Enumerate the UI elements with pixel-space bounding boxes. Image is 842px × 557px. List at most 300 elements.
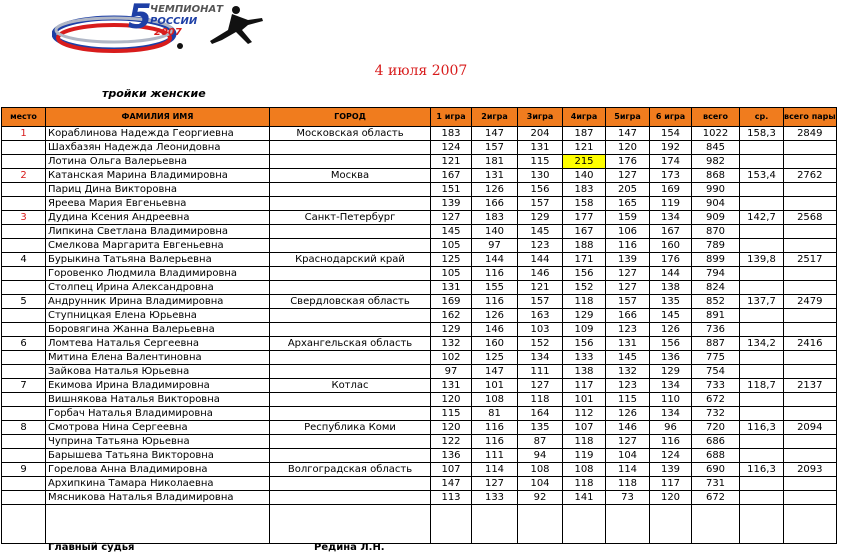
- player-name-cell: Яреева Мария Евгеньевна: [46, 197, 270, 211]
- game-score-cell: 124: [431, 141, 472, 155]
- game-score-cell: 109: [563, 323, 606, 337]
- player-total-cell: 868: [692, 169, 740, 183]
- place-cell: 9: [2, 463, 46, 477]
- game-score-cell: 110: [650, 393, 692, 407]
- game-score-cell: 132: [431, 337, 472, 351]
- city-cell: Республика Коми: [270, 421, 431, 435]
- game-score-cell: 106: [606, 225, 650, 239]
- game-score-cell: 107: [563, 421, 606, 435]
- game-score-cell: 157: [518, 197, 563, 211]
- team-average-cell: [740, 365, 784, 379]
- game-score-cell: 131: [472, 169, 518, 183]
- city-cell: Свердловская область: [270, 295, 431, 309]
- team-total-cell: 2849: [784, 127, 837, 141]
- game-score-cell: 147: [472, 365, 518, 379]
- player-name-cell: Париц Дина Викторовна: [46, 183, 270, 197]
- city-cell: [270, 267, 431, 281]
- player-name-cell: Столпец Ирина Александровна: [46, 281, 270, 295]
- place-cell: [2, 239, 46, 253]
- game-score-cell: 118: [606, 477, 650, 491]
- column-header: 2игра: [472, 108, 518, 127]
- team-average-cell: [740, 155, 784, 169]
- game-score-cell: 167: [431, 169, 472, 183]
- game-score-cell: 164: [518, 407, 563, 421]
- game-score-cell: 158: [563, 197, 606, 211]
- team-average-cell: [740, 449, 784, 463]
- game-score-cell: 113: [431, 491, 472, 505]
- player-name-cell: Горовенко Людмила Владимировна: [46, 267, 270, 281]
- city-cell: Волгоградская область: [270, 463, 431, 477]
- game-score-cell: 133: [563, 351, 606, 365]
- empty-cell: [692, 505, 740, 544]
- player-total-cell: 1022: [692, 127, 740, 141]
- table-row: [2, 351, 837, 365]
- game-score-cell: 139: [650, 463, 692, 477]
- column-header: ср.: [740, 108, 784, 127]
- game-score-cell: 136: [650, 351, 692, 365]
- game-score-cell: 126: [472, 183, 518, 197]
- team-total-cell: 2568: [784, 211, 837, 225]
- game-score-cell: 144: [472, 253, 518, 267]
- player-name-cell: Бурыкина Татьяна Валерьевна: [46, 253, 270, 267]
- game-score-cell: 134: [650, 379, 692, 393]
- game-score-cell: 104: [606, 449, 650, 463]
- game-score-cell: 131: [518, 141, 563, 155]
- game-score-cell: 117: [563, 379, 606, 393]
- game-score-cell: 174: [650, 155, 692, 169]
- game-score-cell: 147: [431, 477, 472, 491]
- team-average-cell: [740, 281, 784, 295]
- game-score-cell: 176: [650, 253, 692, 267]
- game-score-cell: 144: [650, 267, 692, 281]
- column-header: ГОРОД: [270, 108, 431, 127]
- player-total-cell: 982: [692, 155, 740, 169]
- place-cell: [2, 449, 46, 463]
- player-total-cell: 899: [692, 253, 740, 267]
- player-total-cell: 720: [692, 421, 740, 435]
- table-row: [2, 421, 837, 435]
- column-header: 5игра: [606, 108, 650, 127]
- team-average-cell: [740, 239, 784, 253]
- logo-number: 5: [128, 0, 152, 37]
- game-score-cell: 160: [472, 337, 518, 351]
- game-score-cell: 205: [606, 183, 650, 197]
- player-name-cell: Смелкова Маргарита Евгеньевна: [46, 239, 270, 253]
- table-row: [2, 169, 837, 183]
- team-total-cell: [784, 323, 837, 337]
- player-total-cell: 686: [692, 435, 740, 449]
- empty-cell: [431, 505, 472, 544]
- column-header: 4игра: [563, 108, 606, 127]
- column-header: ФАМИЛИЯ ИМЯ: [46, 108, 270, 127]
- game-score-cell: 116: [472, 295, 518, 309]
- judge-name: Редина Л.Н.: [314, 542, 385, 553]
- table-row: [2, 295, 837, 309]
- game-score-cell: 127: [606, 267, 650, 281]
- place-cell: [2, 309, 46, 323]
- city-cell: [270, 141, 431, 155]
- city-cell: Московская область: [270, 127, 431, 141]
- game-score-cell: 156: [563, 267, 606, 281]
- table-row: [2, 141, 837, 155]
- game-score-cell: 117: [650, 477, 692, 491]
- empty-cell: [650, 505, 692, 544]
- place-cell: 4: [2, 253, 46, 267]
- game-score-cell: 139: [606, 253, 650, 267]
- team-average-cell: 153,4: [740, 169, 784, 183]
- city-cell: Котлас: [270, 379, 431, 393]
- place-cell: [2, 281, 46, 295]
- city-cell: [270, 309, 431, 323]
- player-total-cell: 672: [692, 491, 740, 505]
- empty-cell: [606, 505, 650, 544]
- game-score-cell: 167: [563, 225, 606, 239]
- game-score-cell: 107: [431, 463, 472, 477]
- table-row: [2, 337, 837, 351]
- player-name-cell: Лотина Ольга Валерьевна: [46, 155, 270, 169]
- game-score-cell: 111: [518, 365, 563, 379]
- game-score-cell: 152: [563, 281, 606, 295]
- city-cell: [270, 323, 431, 337]
- player-total-cell: 909: [692, 211, 740, 225]
- game-score-cell: 105: [431, 239, 472, 253]
- game-score-cell: 116: [472, 267, 518, 281]
- place-cell: [2, 225, 46, 239]
- team-total-cell: 2479: [784, 295, 837, 309]
- game-score-cell: 135: [650, 295, 692, 309]
- team-total-cell: 2416: [784, 337, 837, 351]
- empty-cell: [46, 505, 270, 544]
- player-name-cell: Мясникова Наталья Владимировна: [46, 491, 270, 505]
- game-score-cell: 103: [518, 323, 563, 337]
- city-cell: [270, 365, 431, 379]
- table-row: [2, 309, 837, 323]
- team-total-cell: [784, 141, 837, 155]
- game-score-cell: 127: [606, 281, 650, 295]
- game-score-cell: 123: [518, 239, 563, 253]
- game-score-cell: 171: [563, 253, 606, 267]
- game-score-cell: 111: [472, 449, 518, 463]
- city-cell: [270, 435, 431, 449]
- place-cell: [2, 183, 46, 197]
- team-average-cell: [740, 197, 784, 211]
- game-score-cell: 159: [606, 211, 650, 225]
- player-name-cell: Барышева Татьяна Викторовна: [46, 449, 270, 463]
- team-average-cell: [740, 477, 784, 491]
- game-score-cell: 163: [518, 309, 563, 323]
- game-score-cell: 108: [518, 463, 563, 477]
- city-cell: [270, 155, 431, 169]
- player-total-cell: 852: [692, 295, 740, 309]
- results-table: [1, 107, 837, 544]
- place-cell: [2, 351, 46, 365]
- team-total-cell: [784, 477, 837, 491]
- player-name-cell: Горбач Наталья Владимировна: [46, 407, 270, 421]
- team-average-cell: 137,7: [740, 295, 784, 309]
- game-score-cell: 146: [518, 267, 563, 281]
- game-score-cell: 141: [563, 491, 606, 505]
- player-name-cell: Вишнякова Наталья Викторовна: [46, 393, 270, 407]
- player-name-cell: Дудина Ксения Андреевна: [46, 211, 270, 225]
- player-total-cell: 990: [692, 183, 740, 197]
- game-score-cell: 115: [606, 393, 650, 407]
- team-total-cell: [784, 281, 837, 295]
- city-cell: Санкт-Петербург: [270, 211, 431, 225]
- game-score-cell: 155: [472, 281, 518, 295]
- game-score-cell: 176: [606, 155, 650, 169]
- game-score-cell: 138: [650, 281, 692, 295]
- place-cell: [2, 477, 46, 491]
- game-score-cell: 129: [650, 365, 692, 379]
- game-score-cell: 122: [431, 435, 472, 449]
- game-score-cell: 118: [518, 393, 563, 407]
- player-total-cell: 870: [692, 225, 740, 239]
- game-score-cell: 177: [563, 211, 606, 225]
- team-average-cell: 158,3: [740, 127, 784, 141]
- team-average-cell: [740, 225, 784, 239]
- team-total-cell: [784, 309, 837, 323]
- team-average-cell: 118,7: [740, 379, 784, 393]
- place-cell: 3: [2, 211, 46, 225]
- city-cell: Архангельская область: [270, 337, 431, 351]
- place-cell: [2, 393, 46, 407]
- table-row: [2, 183, 837, 197]
- player-total-cell: 904: [692, 197, 740, 211]
- game-score-cell: 127: [518, 379, 563, 393]
- player-name-cell: Зайкова Наталья Юрьевна: [46, 365, 270, 379]
- game-score-cell: 151: [431, 183, 472, 197]
- place-cell: [2, 365, 46, 379]
- game-score-cell: 140: [563, 169, 606, 183]
- game-score-cell: 131: [606, 337, 650, 351]
- game-score-cell: 130: [518, 169, 563, 183]
- place-cell: [2, 435, 46, 449]
- place-cell: [2, 407, 46, 421]
- city-cell: [270, 407, 431, 421]
- table-row: [2, 463, 837, 477]
- game-score-cell: 81: [472, 407, 518, 421]
- game-score-cell: 120: [650, 491, 692, 505]
- game-score-cell: 188: [563, 239, 606, 253]
- table-row: [2, 253, 837, 267]
- city-cell: Краснодарский край: [270, 253, 431, 267]
- table-row: [2, 393, 837, 407]
- empty-row: [2, 505, 837, 544]
- game-score-cell: 97: [472, 239, 518, 253]
- player-total-cell: 690: [692, 463, 740, 477]
- game-score-cell: 119: [650, 197, 692, 211]
- game-score-cell: 94: [518, 449, 563, 463]
- game-score-cell: 136: [431, 449, 472, 463]
- game-score-cell: 127: [606, 435, 650, 449]
- game-score-cell: 140: [472, 225, 518, 239]
- game-score-cell: 120: [431, 421, 472, 435]
- player-total-cell: 887: [692, 337, 740, 351]
- player-total-cell: 824: [692, 281, 740, 295]
- game-score-cell: 125: [431, 253, 472, 267]
- player-total-cell: 891: [692, 309, 740, 323]
- table-row: [2, 127, 837, 141]
- game-score-cell: 108: [563, 463, 606, 477]
- game-score-cell: 116: [650, 435, 692, 449]
- game-score-cell: 183: [563, 183, 606, 197]
- place-cell: [2, 323, 46, 337]
- player-name-cell: Боровягина Жанна Валерьевна: [46, 323, 270, 337]
- game-score-cell: 121: [518, 281, 563, 295]
- city-cell: [270, 239, 431, 253]
- game-score-cell: 127: [472, 477, 518, 491]
- city-cell: [270, 393, 431, 407]
- column-header: 6 игра: [650, 108, 692, 127]
- player-name-cell: Митина Елена Валентиновна: [46, 351, 270, 365]
- table-row: [2, 197, 837, 211]
- game-score-cell: 121: [563, 141, 606, 155]
- column-header: всего: [692, 108, 740, 127]
- city-cell: [270, 183, 431, 197]
- empty-cell: [740, 505, 784, 544]
- empty-cell: [472, 505, 518, 544]
- game-score-cell: 129: [518, 211, 563, 225]
- game-score-cell: 167: [650, 225, 692, 239]
- game-score-cell: 134: [650, 211, 692, 225]
- game-score-cell: 139: [431, 197, 472, 211]
- table-row: [2, 477, 837, 491]
- game-score-cell: 156: [563, 337, 606, 351]
- player-name-cell: Ступницкая Елена Юрьевна: [46, 309, 270, 323]
- game-score-cell: 131: [431, 379, 472, 393]
- team-average-cell: 142,7: [740, 211, 784, 225]
- player-total-cell: 845: [692, 141, 740, 155]
- city-cell: [270, 197, 431, 211]
- place-cell: 2: [2, 169, 46, 183]
- game-score-cell: 101: [563, 393, 606, 407]
- player-name-cell: Горелова Анна Владимировна: [46, 463, 270, 477]
- game-score-cell: 152: [518, 337, 563, 351]
- table-row: [2, 491, 837, 505]
- game-score-cell: 169: [650, 183, 692, 197]
- game-score-cell: 108: [472, 393, 518, 407]
- game-score-cell: 119: [563, 449, 606, 463]
- game-score-cell: 115: [431, 407, 472, 421]
- column-header: 3игра: [518, 108, 563, 127]
- game-score-cell: 118: [563, 477, 606, 491]
- game-score-cell: 169: [431, 295, 472, 309]
- game-score-cell: 134: [650, 407, 692, 421]
- game-score-cell: 129: [563, 309, 606, 323]
- game-score-cell: 192: [650, 141, 692, 155]
- table-row: [2, 435, 837, 449]
- table-row: [2, 211, 837, 225]
- game-score-cell: 154: [650, 127, 692, 141]
- category-title: тройки женские: [102, 87, 206, 100]
- team-average-cell: 134,2: [740, 337, 784, 351]
- city-cell: [270, 449, 431, 463]
- player-name-cell: Ломтева Наталья Сергеевна: [46, 337, 270, 351]
- team-total-cell: [784, 155, 837, 169]
- player-total-cell: 731: [692, 477, 740, 491]
- city-cell: [270, 491, 431, 505]
- city-cell: [270, 225, 431, 239]
- column-header: место: [2, 108, 46, 127]
- place-cell: 8: [2, 421, 46, 435]
- empty-cell: [2, 505, 46, 544]
- championship-logo: [52, 0, 272, 56]
- game-score-cell: 105: [431, 267, 472, 281]
- team-total-cell: 2517: [784, 253, 837, 267]
- team-average-cell: [740, 491, 784, 505]
- place-cell: 6: [2, 337, 46, 351]
- team-total-cell: [784, 239, 837, 253]
- game-score-cell: 127: [606, 169, 650, 183]
- game-score-cell: 145: [431, 225, 472, 239]
- game-score-cell: 102: [431, 351, 472, 365]
- team-total-cell: [784, 351, 837, 365]
- table-row: [2, 225, 837, 239]
- team-average-cell: [740, 267, 784, 281]
- game-score-cell: 132: [606, 365, 650, 379]
- team-average-cell: [740, 183, 784, 197]
- player-name-cell: Липкина Светлана Владимировна: [46, 225, 270, 239]
- empty-cell: [518, 505, 563, 544]
- table-row: [2, 379, 837, 393]
- player-total-cell: 688: [692, 449, 740, 463]
- team-average-cell: 139,8: [740, 253, 784, 267]
- empty-cell: [270, 505, 431, 544]
- event-date: 4 июля 2007: [374, 63, 468, 79]
- game-score-cell: 112: [563, 407, 606, 421]
- game-score-cell: 138: [563, 365, 606, 379]
- team-total-cell: [784, 197, 837, 211]
- team-total-cell: 2094: [784, 421, 837, 435]
- table-row: [2, 155, 837, 169]
- city-cell: [270, 477, 431, 491]
- team-average-cell: [740, 323, 784, 337]
- game-score-cell: 134: [518, 351, 563, 365]
- game-score-cell: 157: [472, 141, 518, 155]
- game-score-cell: 183: [472, 211, 518, 225]
- column-header: 1 игра: [431, 108, 472, 127]
- game-score-cell: 166: [472, 197, 518, 211]
- game-score-cell: 121: [431, 155, 472, 169]
- table-row: [2, 407, 837, 421]
- game-score-cell: 147: [606, 127, 650, 141]
- game-score-cell: 145: [650, 309, 692, 323]
- team-total-cell: 2137: [784, 379, 837, 393]
- team-average-cell: [740, 141, 784, 155]
- city-cell: [270, 281, 431, 295]
- game-score-cell: 92: [518, 491, 563, 505]
- player-name-cell: Чуприна Татьяна Юрьевна: [46, 435, 270, 449]
- team-total-cell: [784, 407, 837, 421]
- table-row: [2, 323, 837, 337]
- empty-cell: [784, 505, 837, 544]
- place-cell: [2, 197, 46, 211]
- game-score-cell: 114: [606, 463, 650, 477]
- empty-cell: [563, 505, 606, 544]
- player-name-cell: Катанская Марина Владимировна: [46, 169, 270, 183]
- game-score-cell: 126: [650, 323, 692, 337]
- logo-year: 2007: [154, 27, 182, 38]
- player-name-cell: Шахбазян Надежда Леонидовна: [46, 141, 270, 155]
- team-average-cell: [740, 407, 784, 421]
- team-total-cell: 2093: [784, 463, 837, 477]
- game-score-cell: 126: [606, 407, 650, 421]
- game-score-cell: 101: [472, 379, 518, 393]
- team-total-cell: [784, 183, 837, 197]
- game-score-cell: 116: [472, 435, 518, 449]
- game-score-cell: 118: [563, 295, 606, 309]
- player-total-cell: 732: [692, 407, 740, 421]
